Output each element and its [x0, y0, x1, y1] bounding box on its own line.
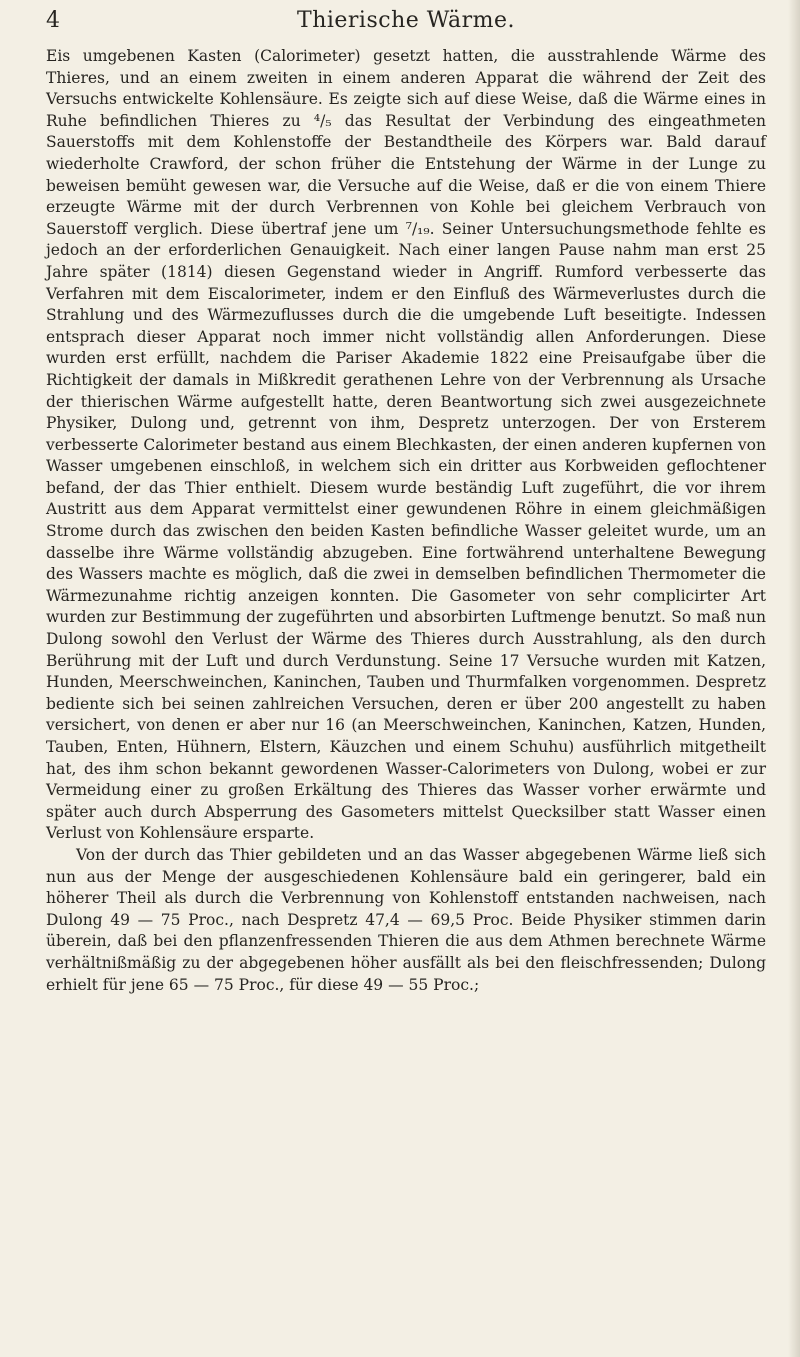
- page-edge-shadow: [788, 0, 800, 1357]
- book-page: [46, 0, 766, 1357]
- running-title: Thierische Wärme.: [297, 8, 515, 33]
- page-number: 4: [46, 8, 60, 33]
- paragraph: Von der durch das Thier gebildeten und an das Wasser abgegebenen Wärme ließ sich nun aus der Menge der ausgeschiedenen Kohlensäure bald ein geringerer, bald ein höherer Theil als durch die Verbrennung von Kohlenstoff entstanden nachweisen, nach Dulong 49 — 75 Proc., nach Despretz 47,4 — 69,5 Proc. Beide Physiker stimmen darin überein, daß bei den pflanzenfressenden Thieren die aus dem Athmen berechnete Wärme verhältnißmäßig zu der abgegebenen höher ausfällt als bei den fleischfressenden; Dulong erhielt für jene 65 — 75 Proc., für diese 49 — 55 Proc.;: [46, 845, 766, 994]
- paragraph: Eis umgebenen Kasten (Calorimeter) gesetzt hatten, die ausstrahlende Wärme des Thieres, und an einem zweiten in einem anderen Apparat die während der Zeit des Versuchs entwickelte Kohlensäure. Es zeigte sich auf diese Weise, daß die Wärme eines in Ruhe befindlichen Thieres zu ⁴/₅ das Resultat der Verbindung des eingeathmeten Sauerstoffs mit dem Kohlenstoffe der Bestandtheile des Körpers war. Bald darauf wiederholte Crawford, der schon früher die Entstehung der Wärme in der Lunge zu beweisen bemüht gewesen war, die Versuche auf die Weise, daß er die von einem Thiere erzeugte Wärme mit der durch Verbrennen von Kohle bei gleichem Verbrauch von Sauerstoff verglich. Diese übertraf jene um ⁷/₁₉. Seiner Untersuchungsmethode fehlte es jedoch an der erforderlichen Genauigkeit. Nach einer langen Pause nahm man erst 25 Jahre später (1814) diesen Gegenstand wieder in Angriff. Rumford verbesserte das Verfahren mit dem Eiscalorimeter, indem er den Einfluß des Wärmeverlustes durch die Strahlung und des Wärmezuflusses durch die die umgebende Luft beseitigte. Indessen entsprach dieser Apparat noch immer nicht vollständig allen Anforderungen. Diese wurden erst erfüllt, nachdem die Pariser Akademie 1822 eine Preisaufgabe über die Richtigkeit der damals in Mißkredit gerathenen Lehre von der Verbrennung als Ursache der thierischen Wärme aufgestellt hatte, deren Beantwortung sich zwei ausgezeichnete Physiker, Dulong und, getrennt von ihm, Despretz unterzogen. Der von Ersterem verbesserte Calorimeter bestand aus einem Blechkasten, der einen anderen kupfernen von Wasser umgebenen einschloß, in welchem sich ein dritter aus Korbweiden geflochtener befand, der das Thier enthielt. Diesem wurde beständig Luft zugeführt, die vor ihrem Austritt aus dem Apparat vermittelst einer gewundenen Röhre in einem gleichmäßigen Strome durch das zwischen den beiden Kasten befindliche Wasser geleitet wurde, um an dasselbe ihre Wärme vollständig abzugeben. Eine fortwährend unterhaltene Bewegung des Wassers machte es möglich, daß die zwei in demselben befindlichen Thermometer die Wärmezunahme richtig anzeigen konnten. Die Gasometer von sehr complicirter Art wurden zur Bestimmung der zugeführten und absorbirten Luftmenge benutzt. So maß nun Dulong sowohl den Verlust der Wärme des Thieres durch Ausstrahlung, als den durch Berührung mit der Luft und durch Verdunstung. Seine 17 Versuche wurden mit Katzen, Hunden, Meerschweinchen, Kaninchen, Tauben und Thurmfalken vorgenommen. Despretz bediente sich bei seinen zahlreichen Versuchen, deren er über 200 angestellt zu haben versichert, von denen er aber nur 16 (an Meerschweinchen, Kaninchen, Katzen, Hunden, Tauben, Enten, Hühnern, Elstern, Käuzchen und einem Schuhu) ausführlich mitgetheilt hat, des ihm schon bekannt gewordenen Wasser-Calorimeters von Dulong, wobei er zur Vermeidung einer zu großen Erkältung des Thieres das Wasser vorher erwärmte und später auch durch Absperrung des Gasometers mittelst Quecksilber statt Wasser einen Verlust von Kohlensäure ersparte.: [46, 47, 766, 843]
- body-text: [46, 46, 766, 996]
- running-head: [46, 6, 766, 46]
